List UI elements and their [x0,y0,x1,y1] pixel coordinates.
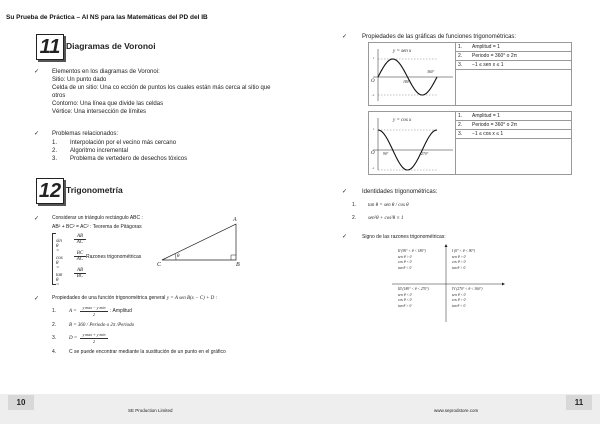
sign-sin: sen θ < 0 [452,292,466,297]
right-triangle-diagram [150,216,250,272]
list-item: Contorno: Una línea que divide las celdas [52,101,164,107]
list-number: 1. [458,113,463,119]
cos-tick-270: 270° [421,152,429,156]
sin-y-bottom: −1 [371,93,375,97]
list-number: 4. [52,349,57,355]
sin-origin: O [371,79,375,84]
cos-y-top: 1 [373,127,375,131]
list-number: 3. [458,131,463,137]
pythagoras-line: AB² + BC² = AC² : Teorema de Pitágoras [52,224,142,230]
sin-tick-360: 360° [427,70,435,74]
list-item: otros [52,93,66,99]
check-icon: ✓ [34,131,40,137]
list-number: 1. [352,202,357,208]
voronoi-elements-list [52,68,292,116]
list-number: 3. [52,156,58,162]
ratio-den: BC [76,274,84,279]
prop-text: Periodo = 360° o 2π [472,122,518,128]
cos-y-bottom: −1 [371,166,375,170]
section-number-11: 11 [36,34,64,60]
prop-text: B = 360 / Periodo o 2π /Periodo [69,323,135,328]
section-title-voronoi: Diagramas de Voronoi [66,41,156,51]
sign-tan: tan θ < 0 [398,265,412,270]
quadrant-ii [398,249,426,271]
sign-tan: tan θ > 0 [398,303,412,308]
problems-list [52,139,292,163]
sign-tan: tan θ < 0 [452,303,466,308]
quadrant-iv [452,287,482,309]
sign-sin: sen θ > 0 [452,254,466,259]
prop-num: y max + y min [80,332,108,339]
cos-graph-label: y = cos x [393,118,412,123]
cos-origin: O [371,151,375,156]
list-number: 2. [458,53,463,59]
list-item: Celda de un sitio: Una co ección de puntos los cuales están más cerca al sitio que [52,85,271,91]
cos-prop-row [456,121,571,130]
list-number: 2. [52,148,58,154]
page-number-right: 11 [566,395,592,410]
prop-text: −1 ≤ cos x ≤ 1 [472,131,504,137]
prop-lhs: A = [69,309,77,314]
page-header-title: Su Prueba de Práctica – AI NS para las Matemáticas del PD del IB [6,14,208,21]
identity-text: tan θ = sen θ / cos θ [368,203,409,208]
sign-tan: tan θ > 0 [452,265,466,270]
sin-prop-row [456,43,571,52]
cos-prop-row [456,130,571,139]
sign-sin: sen θ > 0 [398,254,412,259]
sign-cos: cos θ > 0 [452,298,466,302]
ratio-tan: tan θ = [56,273,63,288]
list-number: 2. [352,215,357,221]
list-item: Problema de vertedero de desechos tóxicos [70,156,188,162]
cos-tick-90: 90° [383,152,389,156]
vertex-label-c: C [157,262,162,268]
angle-label-theta: θ [177,254,180,259]
list-number: 1. [52,308,57,314]
list-number: 1. [458,44,463,50]
graphs-title: Propiedades de las gráficas de funciones trigonométricas: [362,34,517,40]
props-formula: y = A sen B(x − C) + D : [166,296,218,301]
quadrant-label: II (90° < θ < 180°) [398,249,426,253]
problems-title: Problemas relacionados: [52,131,119,137]
props-title [52,295,217,302]
list-item: Algoritmo incremental [70,148,129,154]
identities-title: Identidades trigonométricas: [362,189,438,195]
list-item: Interpolación por el vecino más cercano [70,140,177,146]
ratio-den: AC [76,257,84,262]
identity-text: sen²θ + cos²θ ≡ 1 [368,216,404,221]
quadrant-label: I (0° < θ < 90°) [452,249,475,253]
prop-text: Amplitud = 1 [472,44,500,50]
ratio-num: AB [74,268,86,274]
page-number-left: 10 [8,395,34,410]
section-number-12: 12 [36,178,64,204]
sign-cos: cos θ > 0 [452,260,466,264]
sin-prop-row [456,61,571,70]
prop-num: y max − y min [80,305,108,312]
list-item: Sitio: Un punto dado [52,77,107,83]
check-icon: ✓ [342,189,348,195]
props-list [52,305,292,358]
sin-tick-180: 180° [403,80,411,84]
prop-den: 2 [93,312,95,317]
footer-publisher: SE Production Limited [128,408,173,413]
ratio-num: BC [74,251,86,257]
prop-text: −1 ≤ sen x ≤ 1 [472,62,504,68]
list-number: 3. [458,62,463,68]
footer-url: www.seprodstore.com [434,408,479,413]
cos-graph [369,112,455,174]
list-number: 2. [52,322,57,328]
sin-graph [369,43,455,105]
props-title-text: Propiedades de una función trigonométrica general [52,295,166,301]
identities-list [352,200,472,223]
sign-cos: cos θ < 0 [398,260,412,264]
list-item: Vértice: Una intersección de límites [52,109,147,115]
check-icon: ✓ [34,69,40,75]
sign-cos: cos θ < 0 [398,298,412,302]
check-icon: ✓ [342,34,348,40]
sin-prop-row [456,52,571,61]
ratio-num: AB [74,234,86,240]
sign-sin: sen θ < 0 [398,292,412,297]
quadrant-i [452,249,475,271]
prop-text: Amplitud = 1 [472,113,500,119]
prop-text: : Amplitud [110,308,132,314]
vertex-label-a: A [233,217,237,223]
sin-graph-panel [368,42,572,106]
ratio-sin: sin θ = [56,239,62,254]
cos-graph-panel [368,111,572,175]
quadrant-label: IV (270° < θ < 360°) [452,287,483,291]
check-icon: ✓ [34,216,40,222]
cos-prop-row [456,112,571,121]
list-number: 2. [458,122,463,128]
quadrant-label: III (180° < θ < 270°) [398,287,429,291]
sin-y-top: 1 [373,56,375,60]
prop-text: Periodo = 360° o 2π [472,53,518,59]
sin-graph-label: y = sen x [393,49,412,54]
triangle-intro: Considerar un triángulo rectángulo ABC : [52,215,143,221]
ratios-label: Razones trigonométricas [86,254,142,260]
prop-text: C se puede encontrar mediante la sustitución de un punto en el gráfico [69,349,226,355]
ratio-den: AC [76,240,84,245]
quadrant-iii [398,287,429,309]
ratio-cos: cos θ = [56,256,63,271]
prop-lhs: D = [69,336,78,341]
check-icon: ✓ [342,234,348,240]
list-number: 3. [52,335,57,341]
section-title-trigonometry: Trigonometría [66,185,123,195]
check-icon: ✓ [34,296,40,302]
list-item: Elementos en los diagramas de Voronoi: [52,69,160,75]
footer [0,394,600,424]
vertex-label-b: B [236,262,240,268]
signs-title: Signo de las razones trigonométricas: [362,234,446,240]
list-number: 1. [52,140,58,146]
prop-den: 2 [93,339,95,344]
